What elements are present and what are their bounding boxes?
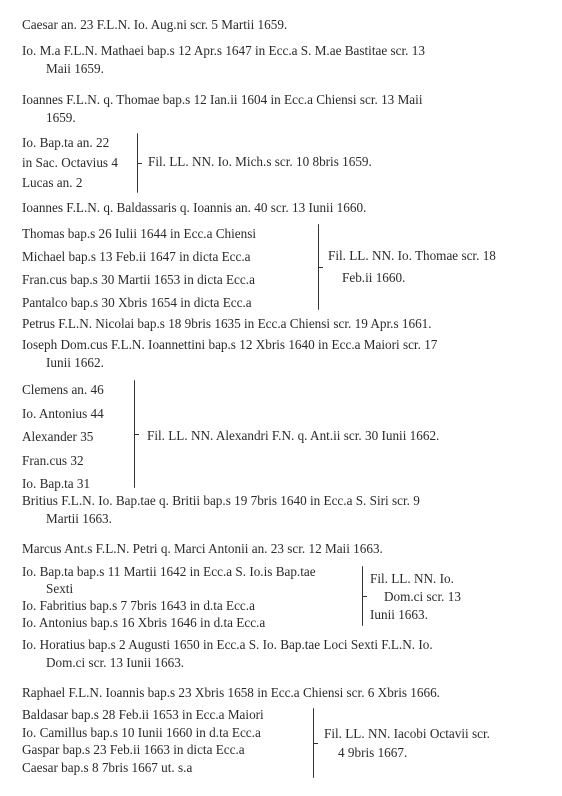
- entry-line-continued: Maii 1659.: [46, 61, 104, 76]
- group-line: Lucas an. 2: [22, 175, 83, 190]
- group-line: Fran.cus bap.s 30 Martii 1653 in dicta Ecc.a: [22, 272, 255, 287]
- group-line: Fran.cus 32: [22, 452, 84, 468]
- group-line: Io. Bap.ta 31: [22, 476, 91, 491]
- group-line: Gaspar bap.s 23 Feb.ii 1663 in dicta Ecc.a: [22, 742, 245, 757]
- group-line: Caesar bap.s 8 7bris 1667 ut. s.a: [22, 759, 193, 775]
- entry-io-horatius: [22, 636, 542, 672]
- group-line: Io. Bap.ta an. 22: [22, 135, 110, 150]
- group-line: Baldasar bap.s 28 Feb.ii 1653 in Ecc.a Maiori: [22, 707, 264, 722]
- group-line: Io. Antonius 44: [22, 405, 104, 421]
- entry-line: Io. M.a F.L.N. Mathaei bap.s 12 Apr.s 1647 in Ecc.a S. M.ae Bastitae scr. 13: [22, 43, 425, 58]
- group-note: Fil. LL. NN. Alexandri F.N. q. Ant.ii scr. 30 Iunii 1662.: [147, 428, 440, 443]
- group-line: Pantalco bap.s 30 Xbris 1654 in dicta Ecc.a: [22, 295, 252, 310]
- group-line: Michael bap.s 13 Feb.ii 1647 in dicta Ecc.a: [22, 249, 251, 264]
- brace: [318, 224, 319, 310]
- entry-line: Ioannes F.L.N. q. Thomae bap.s 12 Ian.ii 1604 in Ecc.a Chiensi scr. 13 Maii: [22, 92, 423, 107]
- entry-line-continued: 1659.: [46, 110, 76, 125]
- group-note: [328, 245, 496, 289]
- entry-raphael: Raphael F.L.N. Ioannis bap.s 23 Xbris 1658 in Ecc.a Chiensi scr. 6 Xbris 1666.: [22, 685, 440, 700]
- entry-ioannes-thomae: [22, 91, 542, 127]
- entry-britius: [22, 492, 542, 528]
- entry-ioseph-domenicus: [22, 336, 542, 372]
- entry-line-continued: Iunii 1662.: [46, 355, 104, 370]
- brace: [134, 380, 135, 488]
- entry-caesar: Caesar an. 23 F.L.N. Io. Aug.ni scr. 5 Martii 1659.: [22, 17, 288, 32]
- group-line: Io. Camillus bap.s 10 Iunii 1660 in d.ta Ecc.a: [22, 724, 261, 740]
- entry-ioannes-baldassaris: Ioannes F.L.N. q. Baldassaris q. Ioannis an. 40 scr. 13 Iunii 1660.: [22, 200, 367, 215]
- entry-io-maria: [22, 42, 542, 78]
- group-michaelis-children: [22, 133, 118, 193]
- group-line: Io. Bap.ta bap.s 11 Martii 1642 in Ecc.a S. Io.is Bap.tae: [22, 564, 316, 579]
- entry-line: Io. Horatius bap.s 2 Augusti 1650 in Ecc.a S. Io. Bap.tae Loci Sexti F.L.N. Io.: [22, 637, 433, 652]
- group-line: Alexander 35: [22, 429, 94, 444]
- group-line: in Sac. Octavius 4: [22, 155, 118, 170]
- group-note: [324, 724, 490, 762]
- group-line: Io. Fabritius bap.s 7 7bris 1643 in d.ta Ecc.a: [22, 598, 255, 613]
- entry-petrus: Petrus F.L.N. Nicolai bap.s 18 9bris 1635 in Ecc.a Chiensi scr. 19 Apr.s 1661.: [22, 316, 432, 331]
- group-line: Thomas bap.s 26 Iulii 1644 in Ecc.a Chiensi: [22, 226, 257, 241]
- group-line: Sexti: [46, 581, 74, 596]
- group-note: Fil. LL. NN. Io. Mich.s scr. 10 8bris 1659.: [148, 154, 372, 169]
- entry-marcus-antonius: Marcus Ant.s F.L.N. Petri q. Marci Antonii an. 23 scr. 12 Maii 1663.: [22, 541, 383, 556]
- brace: [362, 566, 363, 626]
- group-note-line: Feb.ii 1660.: [342, 270, 406, 285]
- group-note-line: Dom.ci scr. 13: [384, 589, 461, 604]
- group-line: Io. Antonius bap.s 16 Xbris 1646 in d.ta Ecc.a: [22, 615, 266, 630]
- group-note-line: Fil. LL. NN. Io. Thomae scr. 18: [328, 248, 496, 263]
- group-dominici-children: [22, 563, 316, 631]
- brace: [313, 708, 314, 778]
- group-thomae-children: [22, 222, 256, 314]
- entry-line-continued: Martii 1663.: [46, 511, 112, 526]
- group-note-line: Fil. LL. NN. Iacobi Octavii scr.: [324, 726, 490, 741]
- entry-line: Ioseph Dom.cus F.L.N. Ioannettini bap.s 12 Xbris 1640 in Ecc.a Maiori scr. 17: [22, 337, 438, 352]
- group-note: [370, 570, 461, 624]
- brace: [137, 133, 138, 193]
- group-note-line: 4 9bris 1667.: [338, 745, 408, 760]
- group-note-line: Fil. LL. NN. Io.: [370, 571, 454, 586]
- group-alexandri-children: [22, 378, 104, 496]
- group-iacobi-children: [22, 706, 264, 776]
- entry-line-continued: Dom.ci scr. 13 Iunii 1663.: [46, 655, 185, 670]
- group-line: Clemens an. 46: [22, 382, 104, 397]
- group-note-line: Iunii 1663.: [370, 607, 428, 622]
- entry-line: Britius F.L.N. Io. Bap.tae q. Britii bap.s 19 7bris 1640 in Ecc.a S. Siri scr. 9: [22, 493, 420, 508]
